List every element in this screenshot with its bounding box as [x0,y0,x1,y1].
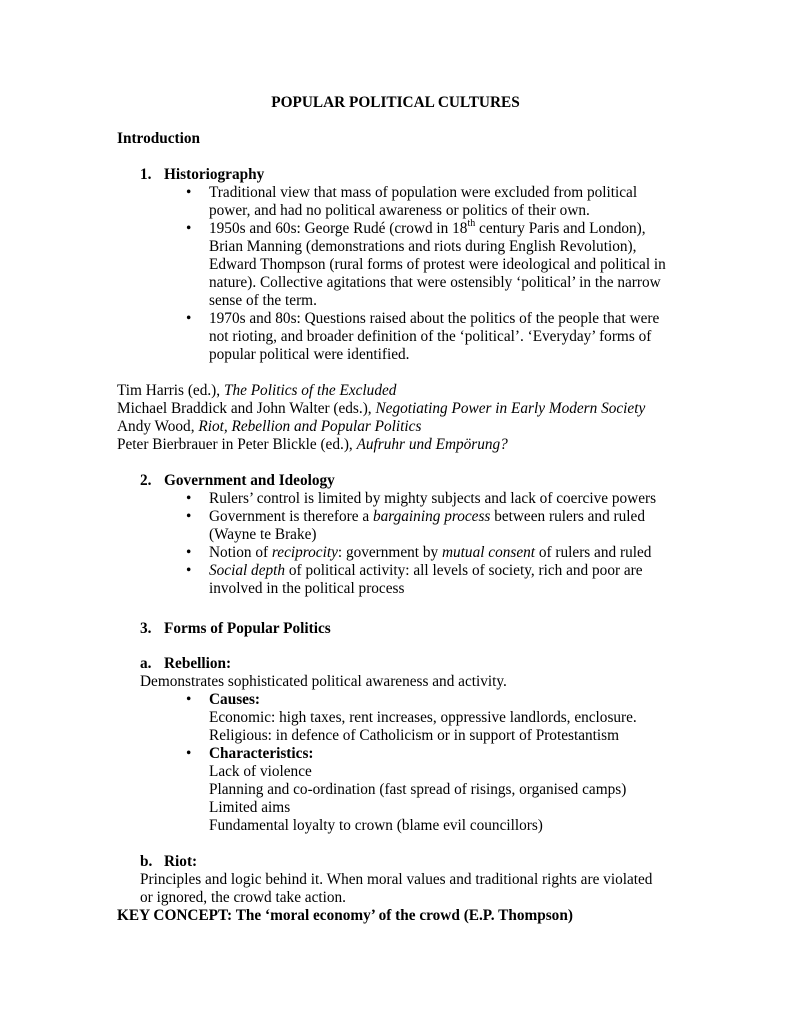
causes-heading: Causes: [209,691,260,708]
section-number: 3. [140,620,152,637]
bullet-icon: • [186,310,192,327]
text-line [209,544,656,562]
bullet-icon: • [186,691,192,708]
text-line: (Wayne te Brake) [209,526,317,543]
bullet-icon: • [186,544,192,561]
section-number: 2. [140,472,152,489]
text-line: Limited aims [209,799,291,816]
text-line: Rulers’ control is limited by mighty subjects and lack of coercive powers [209,490,657,507]
text-line [209,217,666,238]
text-line: or ignored, the crowd take action. [140,889,347,906]
list-item [186,562,656,598]
key-concept: KEY CONCEPT: The ‘moral economy’ of the crowd (E.P. Thompson) [117,907,573,924]
section-number: 1. [140,166,152,183]
reference-title: The Politics of the Excluded [223,382,397,399]
page-title: POPULAR POLITICAL CULTURES [271,94,520,111]
text-span: 1950s and 60s: George Rudé (crowd in 18 [209,220,468,237]
text-span: between rulers and ruled [490,508,645,525]
rebellion-intro: Demonstrates sophisticated political awareness and activity. [140,673,507,690]
text-line: Principles and logic behind it. When moral values and traditional rights are violated [140,871,653,888]
section-title: Government and Ideology [164,472,335,489]
bullet-icon: • [186,562,192,579]
list-item [186,184,666,220]
section-heading-forms [140,620,331,638]
bullet-icon: • [186,745,192,762]
subsection-title: Riot: [164,853,198,870]
reference-author: Tim Harris (ed.), [117,382,224,399]
rebellion-bullet-list [186,691,637,835]
text-line: Edward Thompson (rural forms of protest were ideological and political in [209,256,666,273]
emphasis: mutual consent [441,544,536,561]
text-line: not rioting, and broader definition of the ‘political’. ‘Everyday’ forms of [209,328,652,345]
government-bullet-list [186,490,656,598]
text-span: of rulers and ruled [535,544,652,561]
text-line: Brian Manning (demonstrations and riots during English Revolution), [209,238,637,255]
text-line: Economic: high taxes, rent increases, oppressive landlords, enclosure. [209,709,637,726]
reference-title: Aufruhr und Empörung? [356,436,508,453]
section-title: Historiography [164,166,265,183]
emphasis: bargaining process [372,508,491,525]
list-item [186,691,637,745]
bullet-icon: • [186,184,192,201]
subsection-heading-riot [140,853,197,871]
text-span: century Paris and London), [475,220,646,237]
subsection-title: Rebellion: [164,655,232,672]
list-item [186,490,656,508]
reference-item [117,382,396,400]
text-line: Lack of violence [209,763,312,780]
text-line [209,508,656,526]
section-title: Forms of Popular Politics [164,620,331,637]
section-heading-government [140,472,335,490]
text-line: nature). Collective agitations that were ostensibly ‘political’ in the narrow [209,274,661,291]
text-span: of political activity: all levels of society, rich and poor are [285,562,643,579]
text-line: Traditional view that mass of population were excluded from political [209,184,638,201]
bullet-icon: • [186,508,192,525]
text-span: Government is therefore a [209,508,373,525]
reference-author: Michael Braddick and John Walter (eds.), [117,400,376,417]
reference-item [117,436,508,454]
emphasis: reciprocity [271,544,338,561]
list-item [186,544,656,562]
text-span: Notion of [209,544,272,561]
historiography-bullet-list [186,184,666,364]
reference-item [117,418,421,436]
characteristics-heading: Characteristics: [209,745,314,762]
reference-item [117,400,645,418]
reference-author: Andy Wood, [117,418,199,435]
list-item [186,508,656,544]
list-item [186,310,666,364]
introduction-heading: Introduction [117,130,201,147]
text-line: Fundamental loyalty to crown (blame evil councillors) [209,817,543,834]
text-line: Planning and co-ordination (fast spread of risings, organised camps) [209,781,627,798]
text-line: power, and had no political awareness or politics of their own. [209,202,590,219]
text-line: 1970s and 80s: Questions raised about the politics of the people that were [209,310,660,327]
subsection-heading-rebellion [140,655,231,673]
text-line [209,562,656,580]
list-item [186,745,637,835]
reference-title: Riot, Rebellion and Popular Politics [198,418,422,435]
text-span: : government by [337,544,442,561]
bullet-icon: • [186,490,192,507]
list-item [186,217,666,310]
subsection-label: a. [140,655,152,672]
bullet-icon: • [186,220,192,237]
section-heading-historiography [140,166,264,184]
text-line: sense of the term. [209,292,317,309]
text-line: Religious: in defence of Catholicism or in support of Protestantism [209,727,619,744]
emphasis: Social depth [209,562,286,579]
subsection-label: b. [140,853,153,870]
superscript: th [467,217,476,229]
reference-title: Negotiating Power in Early Modern Society [375,400,646,417]
text-line: popular political were identified. [209,346,410,363]
reference-author: Peter Bierbrauer in Peter Blickle (ed.), [117,436,357,453]
text-line: involved in the political process [209,580,405,597]
